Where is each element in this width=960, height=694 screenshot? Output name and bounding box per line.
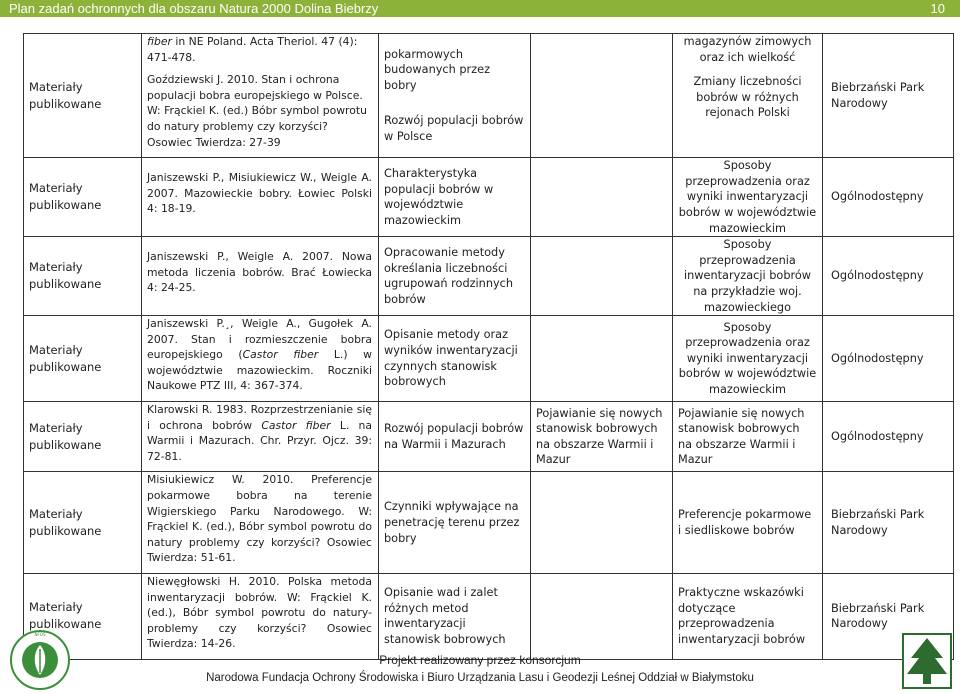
reference-text: Janiszewski P., Weigle A. 2007. Nowa metoda liczenia bobrów. Brać Łowiecka 4: 24-25.: [147, 250, 372, 295]
reference-text: fiber in NE Poland. Acta Theriol. 47 (4): 471-478.: [147, 35, 358, 64]
reference-cell: [142, 34, 379, 158]
method-cell: Preferencje pokarmowe i siedliskowe bobrów: [673, 472, 823, 574]
method-cell: Pojawianie się nowych stanowisk bobrowych na obszarze Warmii i Mazur: [673, 402, 823, 472]
reference-text: Niewęgłowski H. 2010. Polska metoda inwentaryzacji bobrów. W: Frąckiel K. (ed.), Bóbr symbol powrotu do natury-problemy czy korzyści? Osowiec Twierdza: 14-26.: [147, 575, 372, 651]
reference-text: Klarowski R. 1983. Rozprzestrzenianie się i ochrona bobrów Castor fiber L. na Warmii i Mazurach. Chr. Przyr. Ojcz. 39: 72-81.: [147, 403, 372, 463]
topic-cell: Opisanie metody oraz wyników inwentaryzacji czynnych stanowisk bobrowych: [379, 316, 531, 402]
footer-project-text: Projekt realizowany przez konsorcjum: [379, 653, 581, 667]
table-row: [24, 316, 954, 402]
availability-cell: Ogólnodostępny: [823, 237, 954, 316]
method-cell: Sposoby przeprowadzenia oraz wyniki inwentaryzacji bobrów w województwie mazowieckim: [673, 158, 823, 237]
material-type-cell: Materiały publikowane: [24, 472, 142, 574]
topic-cell: Opracowanie metody określania liczebności ugrupowań rodzinnych bobrów: [379, 237, 531, 316]
table-row: [24, 472, 954, 574]
material-type-cell: Materiały publikowane: [24, 34, 142, 158]
topic-cell: Opisanie wad i zalet różnych metod inwentaryzacji stanowisk bobrowych: [379, 574, 531, 660]
method-text: Zmiany liczebności bobrów w różnych rejonach Polski: [693, 75, 802, 120]
table-row: [24, 34, 954, 158]
method-cell: Praktyczne wskazówki dotyczące przeprowadzenia inwentaryzacji bobrów: [673, 574, 823, 660]
material-type-cell: Materiały publikowane: [24, 316, 142, 402]
document-title: Plan zadań ochronnych dla obszaru Natura 2000 Dolina Biebrzy: [9, 1, 379, 16]
goal-cell: [531, 316, 673, 402]
goal-cell: [531, 237, 673, 316]
footer-organizations-text: Narodowa Fundacja Ochrony Środowiska i Biuro Urządzania Lasu i Geodezji Leśnej Oddział w Białymstoku: [206, 672, 754, 684]
reference-cell: [142, 158, 379, 237]
goal-cell: [531, 158, 673, 237]
topic-cell: [379, 34, 531, 158]
reference-cell: [142, 402, 379, 472]
topic-cell: Czynniki wpływające na penetrację terenu przez bobry: [379, 472, 531, 574]
table-row: [24, 402, 954, 472]
table-row: [24, 158, 954, 237]
availability-cell: Biebrzański Park Narodowy: [823, 34, 954, 158]
availability-cell: Ogólnodostępny: [823, 402, 954, 472]
availability-cell: Ogólnodostępny: [823, 158, 954, 237]
table-row: [24, 574, 954, 660]
topic-cell: Rozwój populacji bobrów na Warmii i Mazurach: [379, 402, 531, 472]
goal-cell: [531, 34, 673, 158]
reference-text: Janiszewski P.¸, Weigle A., Gugołek A. 2007. Stan i rozmieszczenie bobra europejskiego (Castor fiber L.) w województwie mazowieckim. Roczniki Naukowe PTZ III, 4: 367-374.: [147, 317, 372, 393]
method-cell: [673, 34, 823, 158]
method-cell: Sposoby przeprowadzenia inwentaryzacji bobrów na przykładzie woj. mazowieckiego: [673, 237, 823, 316]
availability-cell: Biebrzański Park Narodowy: [823, 574, 954, 660]
svg-text:NFOŚ: NFOŚ: [34, 632, 46, 637]
goal-cell: [531, 574, 673, 660]
availability-cell: Biebrzański Park Narodowy: [823, 472, 954, 574]
material-type-cell: Materiały publikowane: [24, 158, 142, 237]
topic-text: Rozwój populacji bobrów w Polsce: [384, 114, 524, 143]
reference-cell: [142, 237, 379, 316]
topic-text: pokarmowych budowanych przez bobry: [384, 47, 491, 92]
method-cell: Sposoby przeprowadzenia oraz wyniki inwentaryzacji bobrów w województwie mazowieckim: [673, 316, 823, 402]
materials-table: [23, 33, 954, 660]
goal-cell: Pojawianie się nowych stanowisk bobrowych na obszarze Warmii i Mazur: [531, 402, 673, 472]
reference-cell: [142, 316, 379, 402]
reference-cell: [142, 574, 379, 660]
reference-text: Misiukiewicz W. 2010. Preferencje pokarmowe bobra na terenie Wigierskiego Parku Narodowego. W: Frąckiel K. (ed.), Bóbr symbol powrotu do natury problemy czy korzyści? Osowiec Twierdza: 51-61.: [147, 473, 372, 565]
material-type-cell: Materiały publikowane: [24, 237, 142, 316]
topic-cell: Charakterystyka populacji bobrów w województwie mazowieckim: [379, 158, 531, 237]
availability-cell: Ogólnodostępny: [823, 316, 954, 402]
table-row: [24, 237, 954, 316]
reference-cell: [142, 472, 379, 574]
page-number: 10: [930, 1, 945, 16]
page-header: [0, 0, 960, 17]
goal-cell: [531, 472, 673, 574]
material-type-cell: Materiały publikowane: [24, 574, 142, 660]
reference-text: Goździewski J. 2010. Stan i ochrona populacji bobra europejskiego w Polsce. W: Frąckiel K. (ed.) Bóbr symbol powrotu do natury problemy czy korzyści? Osowiec Twierdza: 27-39: [147, 73, 367, 149]
material-type-cell: Materiały publikowane: [24, 402, 142, 472]
method-text: magazynów zimowych oraz ich wielkość: [683, 35, 812, 64]
reference-text: Janiszewski P., Misiukiewicz W., Weigle A. 2007. Mazowieckie bobry. Łowiec Polski 4: 18-19.: [147, 171, 372, 216]
